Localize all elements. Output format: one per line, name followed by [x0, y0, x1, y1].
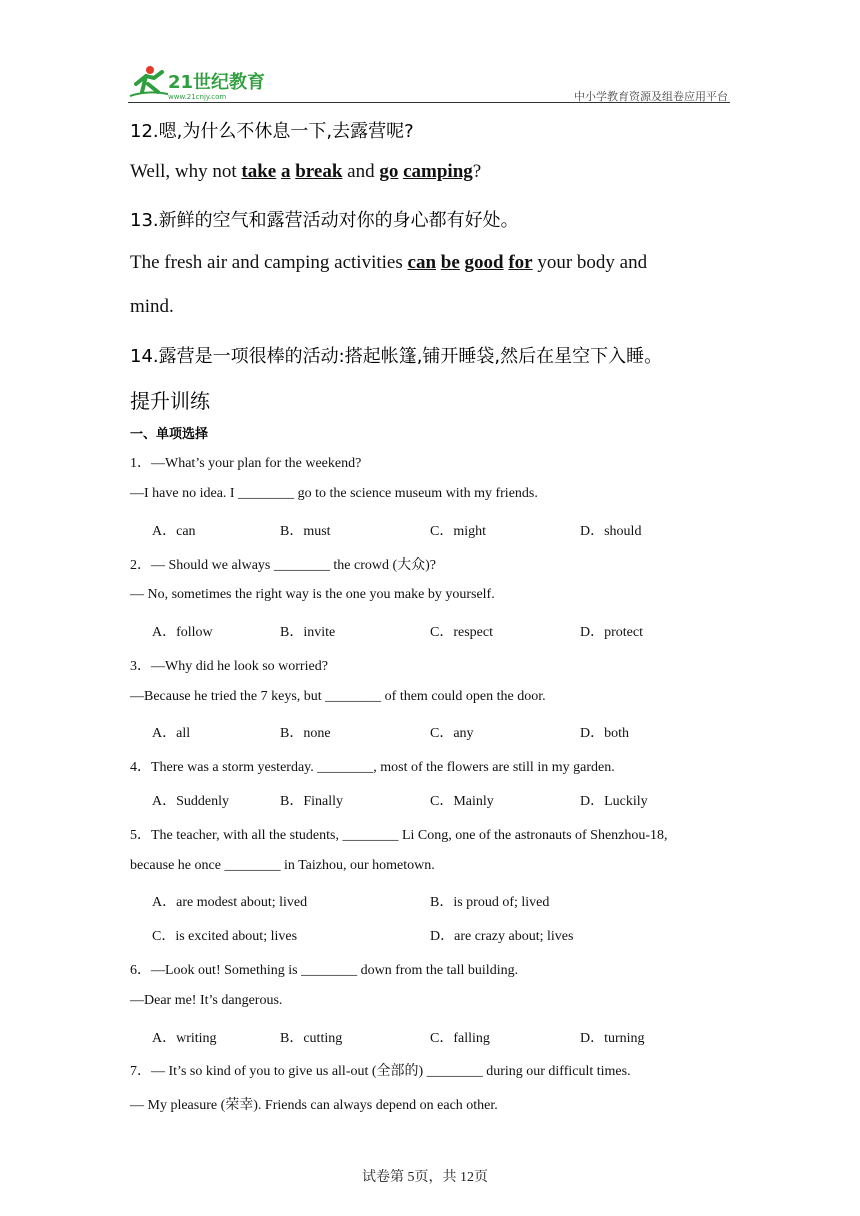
- question-2-option-c: C．respect: [430, 625, 493, 640]
- question-2-option-b: B．invite: [280, 625, 336, 640]
- question-5-option-b: B．is proud of; lived: [430, 895, 550, 910]
- item-13-english-line2: mind.: [130, 296, 174, 317]
- question-2-option-a: A．follow: [152, 625, 213, 640]
- question-2-line-2: — No, sometimes the right way is the one you make by yourself.: [130, 587, 495, 602]
- question-6-line-1: 6．—Look out! Something is ________ down from the tall building.: [130, 963, 519, 978]
- question-5-line-1: 5．The teacher, with all the students, ________ Li Cong, one of the astronauts of Shenzhou-18,: [130, 828, 668, 843]
- 21cnjy-logo-icon: [128, 62, 268, 102]
- question-3-option-c: C．any: [430, 726, 474, 741]
- question-1-option-b: B．must: [280, 524, 331, 539]
- question-6-option-a: A．writing: [152, 1031, 217, 1046]
- sub-title: 一、单项选择: [130, 427, 209, 442]
- question-2-option-d: D．protect: [580, 625, 643, 640]
- question-1-line-1: 1．—What’s your plan for the weekend?: [130, 456, 362, 471]
- question-3-option-d: D．both: [580, 726, 629, 741]
- question-7-line-2: — My pleasure (荣幸). Friends can always depend on each other.: [130, 1098, 498, 1113]
- question-4-option-b: B．Finally: [280, 794, 344, 809]
- question-2-line-1: 2．— Should we always ________ the crowd (大众)?: [130, 558, 437, 573]
- question-6-line-2: —Dear me! It’s dangerous.: [130, 993, 283, 1008]
- question-3-option-b: B．none: [280, 726, 331, 741]
- question-6-option-b: B．cutting: [280, 1031, 343, 1046]
- question-7-line-1: 7．— It’s so kind of you to give us all-out (全部的) ________ during our difficult times.: [130, 1064, 631, 1079]
- question-3-line-2: —Because he tried the 7 keys, but ________ of them could open the door.: [130, 689, 546, 704]
- question-3-option-a: A．all: [152, 726, 191, 741]
- platform-name: 中小学教育资源及组卷应用平台: [574, 90, 728, 103]
- header-divider: [128, 102, 730, 103]
- question-1-option-c: C．might: [430, 524, 487, 539]
- item-13-english: The fresh air and camping activities can be good for your body and: [130, 252, 648, 273]
- question-5-option-a: A．are modest about; lived: [152, 895, 308, 910]
- section-title: 提升训练: [130, 389, 210, 413]
- logo-url: www.21cnjy.com: [168, 93, 227, 101]
- item-13-chinese: 13.新鲜的空气和露营活动对你的身心都有好处。: [130, 210, 519, 231]
- question-1-line-2: —I have no idea. I ________ go to the science museum with my friends.: [130, 486, 538, 501]
- item-12-chinese: 12.嗯,为什么不休息一下,去露营呢?: [130, 121, 414, 142]
- question-4-option-d: D．Luckily: [580, 794, 648, 809]
- question-6-option-d: D．turning: [580, 1031, 645, 1046]
- page-header: [128, 62, 730, 104]
- question-5-option-d: D．are crazy about; lives: [430, 929, 574, 944]
- question-5-line-2: because he once ________ in Taizhou, our hometown.: [130, 858, 435, 873]
- question-6-option-c: C．falling: [430, 1031, 490, 1046]
- question-5-option-c: C．is excited about; lives: [152, 929, 298, 944]
- question-4-option-a: A．Suddenly: [152, 794, 229, 809]
- item-12-english: Well, why not take a break and go camping?: [130, 161, 482, 182]
- item-14-chinese: 14.露营是一项很棒的活动:搭起帐篷,铺开睡袋,然后在星空下入睡。: [130, 346, 663, 367]
- page-footer: 试卷第 5页，共 12页: [362, 1170, 488, 1185]
- question-4-option-c: C．Mainly: [430, 794, 494, 809]
- question-3-line-1: 3．—Why did he look so worried?: [130, 659, 328, 674]
- question-1-option-d: D．should: [580, 524, 642, 539]
- logo-text: 21世纪教育: [168, 72, 266, 93]
- question-1-option-a: A．can: [152, 524, 196, 539]
- question-4-line-1: 4．There was a storm yesterday. ________, most of the flowers are still in my garden.: [130, 760, 615, 775]
